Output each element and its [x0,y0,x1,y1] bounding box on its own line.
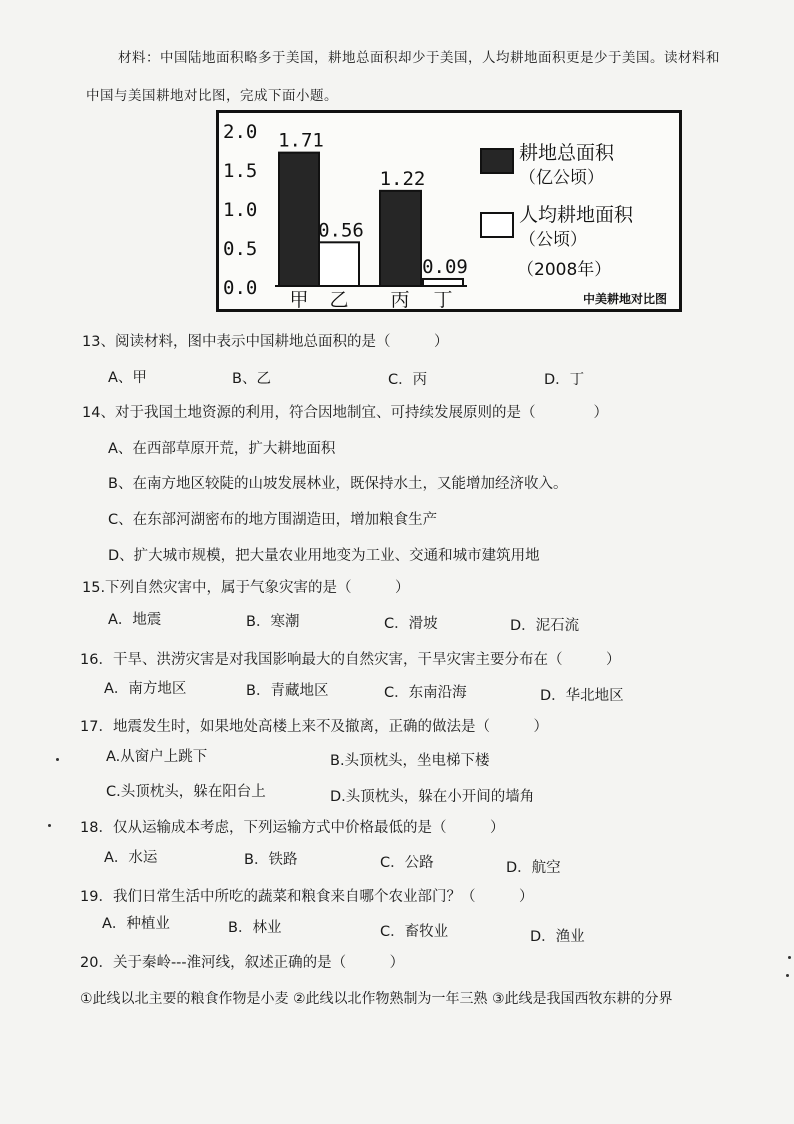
question-17-option-d: D.头顶枕头，躲在小开间的墙角 [330,789,535,805]
question-16-option-b: B．青藏地区 [246,683,329,699]
bar-value-label: 0.56 [318,219,364,242]
scan-speck [788,956,791,959]
question-14-stem: 14、对于我国土地资源的利用，符合因地制宜、可持续发展原则的是（ ） [82,405,608,421]
y-tick-label: 0.5 [223,238,258,260]
question-18-stem: 18．仅从运输成本考虑，下列运输方式中价格最低的是（ ） [80,820,505,836]
question-16-option-c: C．东南沿海 [384,685,467,701]
bar [423,279,463,286]
question-14-option-b: B、在南方地区较陡的山坡发展林业，既保持水土，又能增加经济收入。 [108,476,568,492]
y-tick-label: 0.0 [223,277,258,299]
legend-swatch-total-area [481,149,513,173]
question-13-stem: 13、阅读材料，图中表示中国耕地总面积的是（ ） [82,334,449,350]
question-16-option-a: A．南方地区 [104,681,187,697]
chart-title: 中美耕地对比图 [582,292,667,306]
question-14-option-c: C、在东部河湖密布的地方围湖造田，增加粮食生产 [108,512,438,528]
bar-chart [216,110,682,312]
question-14-option-a: A、在西部草原开荒，扩大耕地面积 [108,441,336,457]
question-15-option-b: B．寒潮 [246,614,300,630]
legend-label-total-area: 耕地总面积 [519,142,615,164]
question-19-option-c: C．畜牧业 [380,924,449,940]
x-category-label: 甲 [289,289,309,309]
question-18-option-d: D．航空 [506,860,561,876]
bar [319,242,359,286]
legend-label-per-capita: 人均耕地面积 [519,204,634,226]
scan-speck [48,824,51,827]
question-15-option-c: C．滑坡 [384,616,438,632]
question-15-option-a: A．地震 [108,612,162,628]
material-text-line-1: 材料：中国陆地面积略多于美国，耕地总面积却少于美国，人均耕地面积更是少于美国。读材料和 [118,50,720,66]
y-tick-label: 2.0 [223,121,258,143]
chart-year-note: （2008年） [517,260,612,280]
question-13-option-a: A、甲 [108,370,147,386]
bar [279,153,319,286]
legend-swatch-per-capita [481,213,513,237]
question-13-option-d: D．丁 [544,372,585,388]
chart-canvas [219,113,679,309]
scan-speck [56,758,59,761]
scan-speck [786,974,789,977]
question-19-stem: 19．我们日常生活中所吃的蔬菜和粮食来自哪个农业部门？（ ） [80,889,534,905]
question-19-option-b: B．林业 [228,920,282,936]
question-14-option-d: D、扩大城市规模，把大量农业用地变为工业、交通和城市建筑用地 [108,548,540,564]
legend-unit-total-area: （亿公顷） [519,168,604,188]
question-17-option-a: A.从窗户上跳下 [106,749,208,765]
question-15-option-d: D．泥石流 [510,618,580,634]
y-tick-label: 1.5 [223,160,258,182]
question-18-option-b: B．铁路 [244,852,298,868]
question-17-option-b: B.头顶枕头，坐电梯下楼 [330,753,490,769]
bar-value-label: 1.71 [278,129,324,152]
question-17-option-c: C.头顶枕头，躲在阳台上 [106,784,266,800]
question-16-stem: 16．干旱、洪涝灾害是对我国影响最大的自然灾害，干旱灾害主要分布在（ ） [80,652,621,668]
question-13-option-b: B、乙 [232,371,271,387]
bar-value-label: 1.22 [379,167,426,190]
question-17-stem: 17．地震发生时，如果地处高楼上来不及撤离，正确的做法是（ ） [80,719,548,735]
question-20-statements: ①此线以北主要的粮食作物是小麦 ②此线以北作物熟制为一年三熟 ③此线是我国西牧东耕的分界 [80,991,673,1007]
question-18-option-c: C．公路 [380,855,434,871]
question-16-option-d: D．华北地区 [540,688,624,704]
question-19-option-a: A．种植业 [102,916,170,932]
x-category-label: 乙 [329,289,349,309]
x-category-label: 丁 [433,289,453,309]
question-15-stem: 15.下列自然灾害中，属于气象灾害的是（ ） [82,580,410,596]
question-13-option-c: C．丙 [388,372,428,388]
x-category-label: 丙 [390,289,410,309]
material-text-line-2: 中国与美国耕地对比图，完成下面小题。 [86,88,338,104]
question-20-stem: 20．关于秦岭---淮河线，叙述正确的是（ ） [80,955,405,971]
question-19-option-d: D．渔业 [530,929,585,945]
question-18-option-a: A．水运 [104,850,158,866]
bar-value-label: 0.09 [422,255,468,278]
bar [380,191,421,286]
y-tick-label: 1.0 [223,199,258,221]
legend-unit-per-capita: （公顷） [519,230,587,250]
